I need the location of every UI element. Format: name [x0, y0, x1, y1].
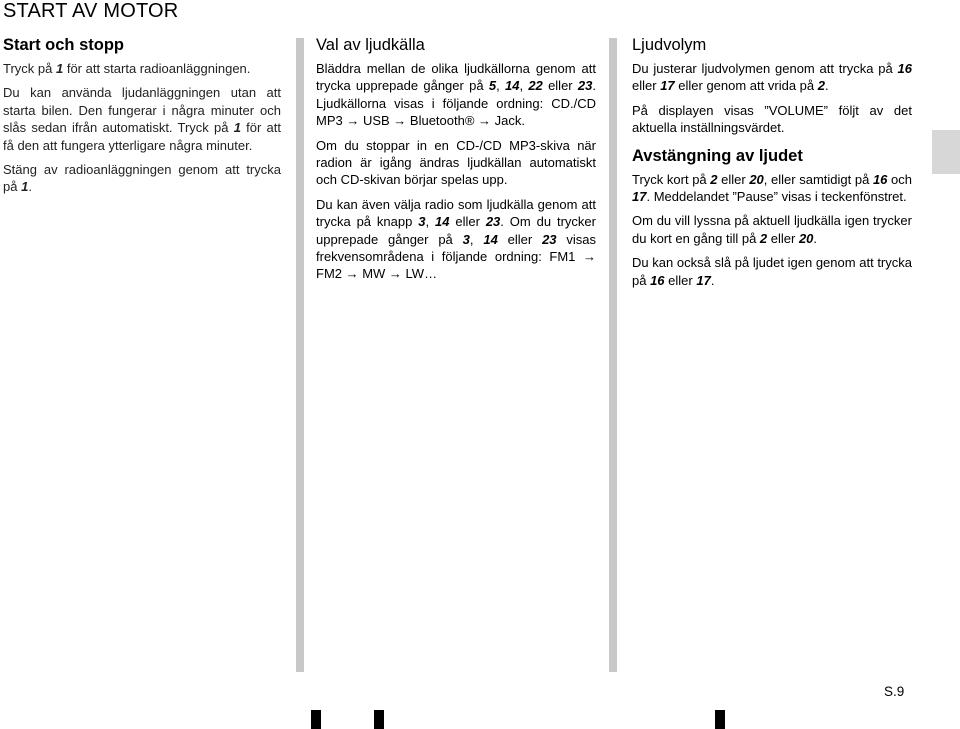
paragraph-text: Du kan också slå på ljudet igen genom att trycka på — [632, 255, 912, 288]
paragraph-text: , — [496, 78, 505, 94]
column-ljudvolym — [632, 36, 912, 296]
page-number: S.9 — [884, 684, 905, 699]
column-val-av-ljudkalla — [316, 36, 596, 290]
button-number: 3 — [462, 231, 470, 247]
crop-mark — [311, 710, 321, 729]
button-number: 20 — [798, 230, 814, 246]
paragraph — [3, 161, 281, 196]
paragraph-text: . Ljudkällorna visas i följande ordning: CD./CD MP3 → USB → Bluetooth® → Jack. — [316, 78, 596, 129]
paragraph — [632, 102, 912, 137]
paragraph — [316, 196, 596, 283]
paragraph-text: eller — [664, 272, 697, 288]
section-body — [316, 60, 596, 283]
section-heading: Ljudvolym — [632, 36, 707, 54]
paragraph-text: eller — [497, 231, 543, 247]
button-number: 1 — [21, 179, 29, 195]
button-number: 16 — [872, 171, 888, 187]
button-number: 2 — [817, 78, 825, 94]
button-number: 22 — [528, 78, 543, 94]
paragraph-text: . — [813, 230, 818, 246]
paragraph-text: Du justerar ljudvolymen genom att trycka på — [632, 61, 898, 76]
paragraph-text: Om du vill lyssna på aktuell ljudkälla igen trycker du kort en gång till på — [632, 213, 912, 246]
paragraph-text: Om du stoppar in en CD-/CD MP3-skiva när radion är igång ändras ljudkällan automatiskt och CD-skivan börjar spelas upp. — [316, 137, 596, 188]
paragraph-text: eller genom att vrida på — [674, 78, 818, 94]
section-body — [632, 171, 912, 289]
paragraph — [316, 60, 596, 130]
paragraph-text: Tryck kort på — [632, 171, 711, 187]
section-body — [3, 60, 281, 196]
button-number: 17 — [660, 78, 675, 94]
paragraph — [632, 60, 912, 95]
paragraph-text: eller — [449, 214, 486, 230]
button-number: 20 — [749, 171, 764, 187]
page-title: START AV MOTOR — [3, 0, 179, 22]
paragraph-text: visas frekvensområdena i följande ordning: FM1 → FM2 → MW → LW… — [316, 231, 596, 282]
button-number: 17 — [696, 272, 711, 288]
button-number: 3 — [418, 214, 426, 230]
section-heading: Start och stopp — [3, 36, 125, 54]
paragraph-text: . — [824, 78, 829, 94]
paragraph-text: eller — [767, 230, 799, 246]
paragraph — [632, 171, 912, 206]
paragraph-text: för att starta radioanläggningen. — [63, 61, 251, 76]
button-number: 16 — [650, 272, 665, 288]
button-number: 23 — [577, 78, 593, 94]
paragraph-text: På displayen visas ”VOLUME” följt av det aktuella inställningsvärdet. — [632, 102, 912, 136]
column-start-och-stopp — [3, 36, 281, 203]
paragraph-text: Bläddra mellan de olika ljudkällorna genom att trycka upprepade gånger på — [316, 61, 596, 94]
button-number: 14 — [435, 214, 450, 230]
crop-mark — [374, 710, 384, 729]
button-number: 2 — [710, 171, 718, 187]
button-number: 1 — [233, 120, 241, 136]
paragraph — [3, 60, 281, 77]
section-body — [632, 60, 912, 137]
button-number: 2 — [759, 230, 768, 246]
paragraph-text: för att få den att fungera ytterligare några minuter. — [3, 120, 281, 153]
paragraph-text: , eller samtidigt på — [763, 171, 873, 187]
column-divider-bar — [296, 38, 304, 672]
button-number: 1 — [55, 61, 64, 76]
button-number: 14 — [504, 78, 520, 94]
button-number: 5 — [488, 78, 497, 94]
paragraph-text: Stäng av radioanläggningen genom att trycka på — [3, 162, 281, 195]
paragraph-text: . Meddelandet ”Pause” visas i teckenfönstret. — [646, 189, 907, 205]
paragraph-text: Tryck på — [3, 61, 56, 76]
paragraph — [3, 84, 281, 154]
paragraph — [632, 212, 912, 247]
crop-mark — [715, 710, 725, 729]
section-heading: Avstängning av ljudet — [632, 146, 803, 165]
paragraph-text: , — [519, 78, 529, 94]
column-divider-bar — [609, 38, 617, 672]
paragraph-text: Du kan även välja radio som ljudkälla genom att trycka på knapp — [316, 196, 596, 230]
paragraph-text: och — [887, 171, 912, 187]
paragraph-text: eller — [542, 78, 578, 94]
button-number: 16 — [897, 61, 912, 76]
paragraph-text: Du kan använda ljudanläggningen utan att starta bilen. Den fungerar i några minuter och slås sedan ifrån automatiskt. Tryck på — [3, 85, 281, 136]
paragraph-text: eller — [717, 171, 750, 187]
section-heading: Val av ljudkälla — [316, 36, 425, 54]
paragraph-text: . — [710, 272, 715, 288]
paragraph-text: eller — [632, 78, 661, 94]
paragraph-text: . Om du trycker upprepade gånger på — [316, 214, 596, 247]
paragraph — [632, 254, 912, 289]
paragraph-text: , — [425, 214, 435, 230]
button-number: 23 — [542, 231, 557, 247]
side-tab-marker — [932, 130, 960, 174]
button-number: 23 — [485, 214, 501, 230]
button-number: 14 — [483, 231, 498, 247]
paragraph-text: . — [28, 179, 32, 195]
button-number: 17 — [632, 189, 647, 205]
paragraph — [316, 137, 596, 189]
paragraph-text: , — [469, 231, 484, 247]
